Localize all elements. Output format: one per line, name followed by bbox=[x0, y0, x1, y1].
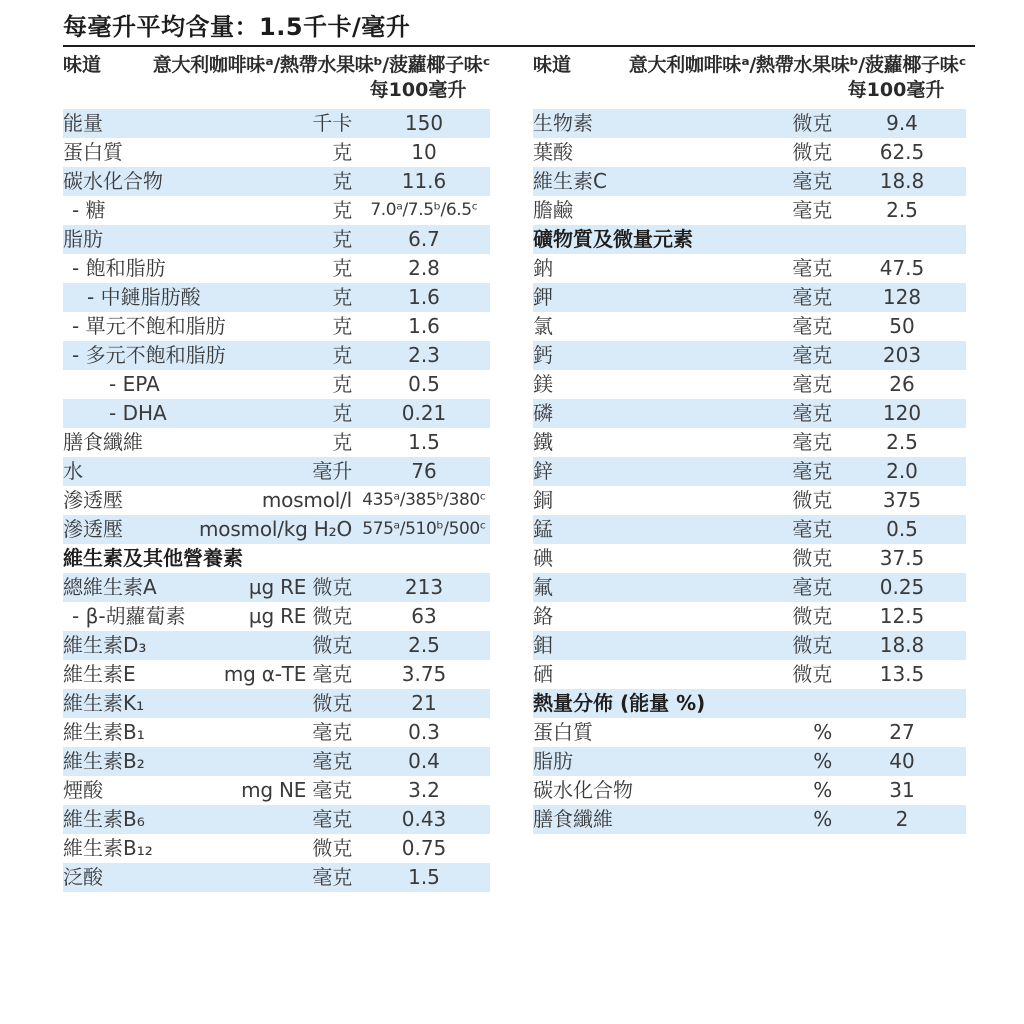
value-label: 76 bbox=[411, 459, 437, 483]
unit-label: 毫克 bbox=[792, 285, 832, 309]
value-label: 7.0ᵃ/7.5ᵇ/6.5ᶜ bbox=[370, 200, 478, 220]
table-row bbox=[533, 254, 966, 283]
value-label: 0.75 bbox=[401, 836, 447, 860]
table-header-right bbox=[533, 53, 966, 102]
value-label: 2.8 bbox=[408, 256, 440, 280]
nutrient-label: 葉酸 bbox=[533, 140, 573, 164]
nutrient-label: 維生素B₂ bbox=[63, 749, 145, 773]
nutrient-label: - EPA bbox=[109, 372, 160, 396]
unit-label: 微克 bbox=[792, 111, 832, 135]
value-label: 0.5 bbox=[886, 517, 918, 541]
nutrient-label: 蛋白質 bbox=[63, 140, 123, 164]
value-label: 63 bbox=[411, 604, 437, 628]
unit-label: % bbox=[813, 807, 832, 831]
nutrient-label: - 多元不飽和脂肪 bbox=[72, 343, 226, 367]
nutrient-label: 維生素K₁ bbox=[63, 691, 145, 715]
table-row bbox=[533, 341, 966, 370]
nutrient-label: - 飽和脂肪 bbox=[72, 256, 166, 280]
table-row bbox=[63, 109, 490, 138]
unit-label: 毫升 bbox=[312, 459, 352, 483]
table-row bbox=[533, 718, 966, 747]
value-label: 1.6 bbox=[408, 314, 440, 338]
table-row bbox=[533, 196, 966, 225]
nutrient-label: - 糖 bbox=[72, 198, 106, 222]
unit-label: % bbox=[813, 720, 832, 744]
flavor-names: 意大利咖啡味ᵃ/熱帶水果味ᵇ/菠蘿椰子味ᶜ bbox=[152, 54, 490, 76]
page-title: 每毫升平均含量：1.5千卡/毫升 bbox=[63, 13, 411, 41]
nutrient-label: 維生素B₁₂ bbox=[63, 836, 153, 860]
nutrient-label: - DHA bbox=[109, 401, 167, 425]
unit-label: 克 bbox=[332, 256, 352, 280]
value-label: 18.8 bbox=[879, 633, 925, 657]
table-row bbox=[533, 573, 966, 602]
unit-label: 毫克 bbox=[792, 343, 832, 367]
table-row bbox=[63, 689, 490, 718]
unit-label: 克 bbox=[332, 372, 352, 396]
unit-label: 克 bbox=[332, 343, 352, 367]
table-row bbox=[63, 457, 490, 486]
unit-label: 克 bbox=[332, 314, 352, 338]
table-row bbox=[63, 631, 490, 660]
value-label: 213 bbox=[404, 575, 444, 599]
nutrient-label: 泛酸 bbox=[63, 865, 103, 889]
table-row bbox=[63, 428, 490, 457]
nutrient-label: 碘 bbox=[533, 546, 553, 570]
section-title: 維生素及其他營養素 bbox=[63, 546, 243, 570]
table-row bbox=[533, 486, 966, 515]
nutrient-label: 脂肪 bbox=[533, 749, 573, 773]
value-label: 120 bbox=[882, 401, 922, 425]
nutrition-table-left bbox=[63, 53, 490, 892]
value-label: 47.5 bbox=[879, 256, 925, 280]
unit-label: 毫克 bbox=[792, 198, 832, 222]
unit-label: 千卡 bbox=[312, 111, 352, 135]
unit-label: 毫克 bbox=[792, 314, 832, 338]
unit-label: 微克 bbox=[792, 546, 832, 570]
section-header-row bbox=[63, 544, 490, 573]
unit-label: 毫克 bbox=[312, 865, 352, 889]
table-row bbox=[533, 457, 966, 486]
nutrient-label: 膳食纖維 bbox=[533, 807, 613, 831]
value-label: 40 bbox=[889, 749, 915, 773]
value-label: 9.4 bbox=[886, 111, 918, 135]
table-row bbox=[63, 776, 490, 805]
nutrient-label: 鈣 bbox=[533, 343, 553, 367]
table-row bbox=[533, 747, 966, 776]
value-label: 21 bbox=[411, 691, 437, 715]
unit-label: 毫克 bbox=[792, 256, 832, 280]
table-row bbox=[63, 805, 490, 834]
table-row bbox=[533, 602, 966, 631]
value-label: 2 bbox=[895, 807, 909, 831]
value-label: 128 bbox=[882, 285, 922, 309]
table-row bbox=[533, 138, 966, 167]
table-row bbox=[63, 196, 490, 225]
unit-label: 毫克 bbox=[312, 749, 352, 773]
nutrition-tables bbox=[63, 53, 975, 892]
unit-label: mg NE 毫克 bbox=[241, 778, 352, 802]
value-label: 0.4 bbox=[408, 749, 440, 773]
value-label: 3.75 bbox=[401, 662, 447, 686]
table-rows-right bbox=[533, 109, 966, 834]
table-row bbox=[63, 138, 490, 167]
nutrient-label: 維生素E bbox=[63, 662, 136, 686]
unit-label: 毫克 bbox=[792, 430, 832, 454]
flavor-column-label: 味道 bbox=[533, 54, 572, 76]
table-row bbox=[533, 399, 966, 428]
nutrition-table-right bbox=[533, 53, 966, 892]
value-label: 375 bbox=[882, 488, 922, 512]
unit-label: 毫克 bbox=[792, 169, 832, 193]
table-header-left bbox=[63, 53, 490, 102]
unit-label: 微克 bbox=[792, 662, 832, 686]
table-row bbox=[63, 660, 490, 689]
value-label: 13.5 bbox=[879, 662, 925, 686]
nutrient-label: 維生素D₃ bbox=[63, 633, 147, 657]
unit-label: 克 bbox=[332, 285, 352, 309]
value-label: 0.5 bbox=[408, 372, 440, 396]
per-100ml-row bbox=[533, 78, 966, 102]
section-title: 礦物質及微量元素 bbox=[533, 227, 693, 251]
flavor-column-label: 味道 bbox=[63, 54, 102, 76]
table-row bbox=[63, 370, 490, 399]
value-label: 1.6 bbox=[408, 285, 440, 309]
nutrient-label: 銅 bbox=[533, 488, 553, 512]
nutrient-label: 蛋白質 bbox=[533, 720, 593, 744]
table-row bbox=[63, 834, 490, 863]
value-label: 2.5 bbox=[408, 633, 440, 657]
nutrient-label: 鐵 bbox=[533, 430, 553, 454]
nutrient-label: 碳水化合物 bbox=[533, 778, 633, 802]
table-row bbox=[63, 515, 490, 544]
table-row bbox=[533, 544, 966, 573]
nutrient-label: 錳 bbox=[533, 517, 553, 541]
nutrient-label: 生物素 bbox=[533, 111, 593, 135]
value-label: 2.3 bbox=[408, 343, 440, 367]
table-row bbox=[63, 399, 490, 428]
table-row bbox=[533, 312, 966, 341]
value-label: 203 bbox=[882, 343, 922, 367]
nutrient-label: 能量 bbox=[63, 111, 103, 135]
flavor-header-row bbox=[533, 53, 966, 78]
nutrient-label: 水 bbox=[63, 459, 83, 483]
table-row bbox=[63, 312, 490, 341]
unit-label: 克 bbox=[332, 401, 352, 425]
nutrient-label: 滲透壓 bbox=[63, 517, 123, 541]
unit-label: 毫克 bbox=[792, 575, 832, 599]
nutrient-label: 維生素B₆ bbox=[63, 807, 145, 831]
nutrient-label: 硒 bbox=[533, 662, 553, 686]
nutrient-label: 膽鹼 bbox=[533, 198, 573, 222]
unit-label: 毫克 bbox=[312, 720, 352, 744]
table-row bbox=[63, 254, 490, 283]
value-label: 50 bbox=[889, 314, 915, 338]
nutrient-label: 煙酸 bbox=[63, 778, 103, 802]
value-label: 150 bbox=[404, 111, 444, 135]
per-100ml-row bbox=[63, 78, 490, 102]
value-label: 1.5 bbox=[408, 430, 440, 454]
unit-label: µg RE 微克 bbox=[248, 575, 352, 599]
table-rows-left bbox=[63, 109, 490, 892]
nutrient-label: 脂肪 bbox=[63, 227, 103, 251]
unit-label: µg RE 微克 bbox=[248, 604, 352, 628]
section-header-row bbox=[533, 689, 966, 718]
value-label: 0.21 bbox=[401, 401, 447, 425]
unit-label: 毫克 bbox=[792, 372, 832, 396]
nutrient-label: 氟 bbox=[533, 575, 553, 599]
value-label: 27 bbox=[889, 720, 915, 744]
table-row bbox=[533, 109, 966, 138]
value-label: 12.5 bbox=[879, 604, 925, 628]
nutrient-label: 碳水化合物 bbox=[63, 169, 163, 193]
value-label: 575ᵃ/510ᵇ/500ᶜ bbox=[362, 519, 486, 539]
unit-label: 克 bbox=[332, 140, 352, 164]
nutrient-label: 鋅 bbox=[533, 459, 553, 483]
value-label: 62.5 bbox=[879, 140, 925, 164]
unit-label: % bbox=[813, 778, 832, 802]
table-row bbox=[63, 283, 490, 312]
table-row bbox=[63, 486, 490, 515]
unit-label: mosmol/kg H₂O bbox=[199, 517, 352, 541]
table-row bbox=[533, 370, 966, 399]
unit-label: 毫克 bbox=[792, 401, 832, 425]
value-label: 1.5 bbox=[408, 865, 440, 889]
unit-label: % bbox=[813, 749, 832, 773]
section-title: 熱量分佈 (能量 %) bbox=[533, 691, 706, 715]
unit-label: 毫克 bbox=[792, 517, 832, 541]
unit-label: 微克 bbox=[312, 691, 352, 715]
table-row bbox=[63, 602, 490, 631]
unit-label: mosmol/l bbox=[261, 488, 352, 512]
value-label: 10 bbox=[411, 140, 437, 164]
nutrient-label: 膳食纖維 bbox=[63, 430, 143, 454]
nutrient-label: 維生素C bbox=[533, 169, 607, 193]
unit-label: 克 bbox=[332, 169, 352, 193]
flavor-names: 意大利咖啡味ᵃ/熱帶水果味ᵇ/菠蘿椰子味ᶜ bbox=[628, 54, 966, 76]
table-row bbox=[533, 776, 966, 805]
nutrient-label: 鉀 bbox=[533, 285, 553, 309]
value-label: 6.7 bbox=[408, 227, 440, 251]
per-100ml-label: 每100毫升 bbox=[847, 79, 945, 101]
flavor-header-row bbox=[63, 53, 490, 78]
unit-label: 克 bbox=[332, 198, 352, 222]
table-row bbox=[63, 341, 490, 370]
unit-label: 微克 bbox=[792, 633, 832, 657]
value-label: 37.5 bbox=[879, 546, 925, 570]
nutrient-label: 維生素B₁ bbox=[63, 720, 145, 744]
value-label: 11.6 bbox=[401, 169, 447, 193]
nutrient-label: - 中鏈脂肪酸 bbox=[87, 285, 201, 309]
nutrient-label: 鈉 bbox=[533, 256, 553, 280]
value-label: 3.2 bbox=[408, 778, 440, 802]
value-label: 31 bbox=[889, 778, 915, 802]
nutrient-label: 滲透壓 bbox=[63, 488, 123, 512]
section-header-row bbox=[533, 225, 966, 254]
table-row bbox=[63, 225, 490, 254]
value-label: 0.3 bbox=[408, 720, 440, 744]
unit-label: 微克 bbox=[312, 836, 352, 860]
unit-label: mg α-TE 毫克 bbox=[223, 662, 352, 686]
panel-title-block bbox=[63, 14, 975, 47]
nutrient-label: 總維生素A bbox=[63, 575, 157, 599]
table-row bbox=[63, 573, 490, 602]
table-row bbox=[533, 631, 966, 660]
per-100ml-label: 每100毫升 bbox=[369, 79, 467, 101]
unit-label: 克 bbox=[332, 227, 352, 251]
table-row bbox=[533, 805, 966, 834]
unit-label: 克 bbox=[332, 430, 352, 454]
nutrient-label: 鉻 bbox=[533, 604, 553, 628]
table-row bbox=[533, 167, 966, 196]
table-row bbox=[63, 718, 490, 747]
nutrient-label: 鉬 bbox=[533, 633, 553, 657]
unit-label: 微克 bbox=[312, 633, 352, 657]
table-row bbox=[63, 167, 490, 196]
unit-label: 微克 bbox=[792, 604, 832, 628]
value-label: 2.0 bbox=[886, 459, 918, 483]
nutrient-label: 氯 bbox=[533, 314, 553, 338]
nutrient-label: - 單元不飽和脂肪 bbox=[72, 314, 226, 338]
nutrient-label: 磷 bbox=[533, 401, 553, 425]
table-row bbox=[63, 747, 490, 776]
unit-label: 微克 bbox=[792, 140, 832, 164]
value-label: 2.5 bbox=[886, 430, 918, 454]
unit-label: 微克 bbox=[792, 488, 832, 512]
nutrient-label: 鎂 bbox=[533, 372, 553, 396]
value-label: 0.25 bbox=[879, 575, 925, 599]
value-label: 2.5 bbox=[886, 198, 918, 222]
value-label: 18.8 bbox=[879, 169, 925, 193]
table-row bbox=[533, 515, 966, 544]
table-row bbox=[533, 283, 966, 312]
table-row bbox=[63, 863, 490, 892]
value-label: 435ᵃ/385ᵇ/380ᶜ bbox=[362, 490, 486, 510]
table-row bbox=[533, 660, 966, 689]
value-label: 0.43 bbox=[401, 807, 447, 831]
nutrient-label: - β-胡蘿蔔素 bbox=[72, 604, 186, 628]
table-row bbox=[533, 428, 966, 457]
unit-label: 毫克 bbox=[312, 807, 352, 831]
unit-label: 毫克 bbox=[792, 459, 832, 483]
value-label: 26 bbox=[889, 372, 915, 396]
